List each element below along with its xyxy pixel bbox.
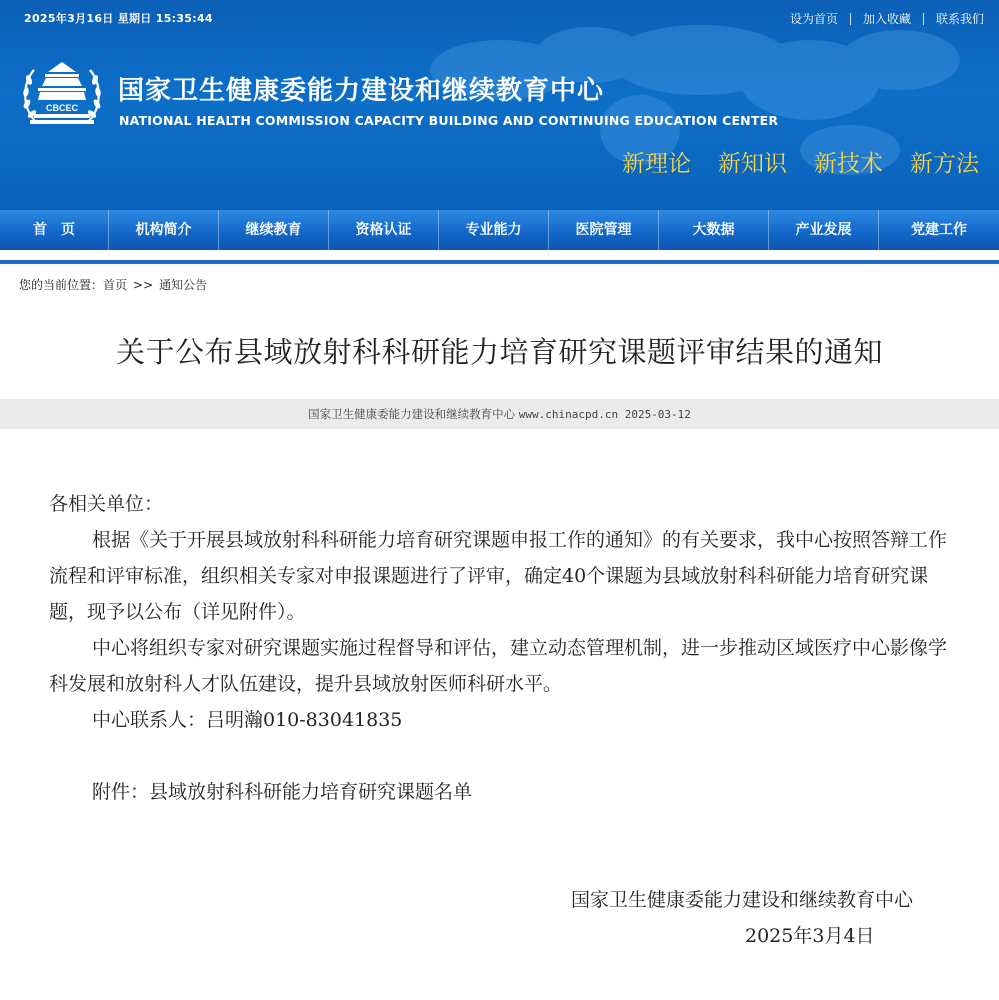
paragraph: 根据《关于开展县域放射科科研能力培育研究课题申报工作的通知》的有关要求，我中心按照答辩工作流程和评审标准，组织相关专家对申报课题进行了评审，确定40个课题为县域放射科科研能力培育研究课题，现予以公布（详见附件）。	[49, 529, 948, 623]
slogan-item: 新方法	[910, 151, 979, 177]
salutation: 各相关单位：	[49, 493, 164, 515]
nav-item-big-data[interactable]: 大数据	[659, 210, 769, 250]
contact-us-link[interactable]: 联系我们	[935, 12, 984, 26]
article-body	[49, 486, 949, 810]
nav-underline	[0, 260, 999, 264]
svg-text:CBCEC: CBCEC	[45, 103, 79, 113]
breadcrumb-home-link[interactable]: 首页	[103, 278, 128, 292]
set-homepage-link[interactable]: 设为首页	[789, 12, 838, 26]
slogan-item: 新理论	[622, 151, 691, 177]
signature-date: 2025年3月4日	[745, 925, 875, 947]
top-links	[778, 10, 984, 27]
site-title-cn: 国家卫生健康委能力建设和继续教育中心	[118, 76, 605, 106]
breadcrumb-current-link[interactable]: 通知公告	[159, 278, 208, 292]
breadcrumb-separator: >>	[133, 278, 154, 292]
signature-organization: 国家卫生健康委能力建设和继续教育中心	[571, 889, 914, 911]
nav-item-hospital-management[interactable]: 医院管理	[549, 210, 659, 250]
article-source: 国家卫生健康委能力建设和继续教育中心	[308, 407, 516, 421]
nav-item-industry[interactable]: 产业发展	[769, 210, 879, 250]
nav-item-home[interactable]: 首 页	[0, 210, 109, 250]
nav-item-continuing-education[interactable]: 继续教育	[219, 210, 329, 250]
slogan-item: 新知识	[718, 151, 787, 177]
breadcrumb	[19, 276, 207, 293]
slogan-item: 新技术	[814, 151, 883, 177]
nav-item-about[interactable]: 机构简介	[109, 210, 219, 250]
article-meta	[0, 399, 999, 429]
article-site-date: www.chinacpd.cn 2025-03-12	[518, 408, 691, 421]
nav-item-certification[interactable]: 资格认证	[329, 210, 439, 250]
nav-item-professional-ability[interactable]: 专业能力	[439, 210, 549, 250]
cbcec-logo-icon[interactable]	[18, 58, 106, 132]
breadcrumb-prefix: 您的当前位置：	[19, 278, 104, 292]
article-title: 关于公布县域放射科科研能力培育研究课题评审结果的通知	[115, 335, 883, 369]
site-title-en: NATIONAL HEALTH COMMISSION CAPACITY BUILDING AND CONTINUING EDUCATION CENTER	[119, 113, 779, 128]
add-favorite-link[interactable]: 加入收藏	[862, 12, 911, 26]
main-nav	[0, 210, 999, 250]
nav-item-party-building[interactable]: 党建工作	[911, 222, 967, 238]
slogans	[595, 145, 979, 178]
paragraph: 中心将组织专家对研究课题实施过程督导和评估，建立动态管理机制，进一步推动区域医疗中心影像学科发展和放射科人才队伍建设，提升县域放射医师科研水平。	[49, 637, 948, 695]
attachment-link[interactable]: 附件：县域放射科科研能力培育研究课题名单	[92, 781, 473, 803]
site-header	[0, 0, 999, 210]
contact-line: 中心联系人：吕明瀚010-83041835	[92, 709, 403, 731]
current-datetime: 2025年3月16日 星期日 15:35:44	[24, 12, 213, 25]
